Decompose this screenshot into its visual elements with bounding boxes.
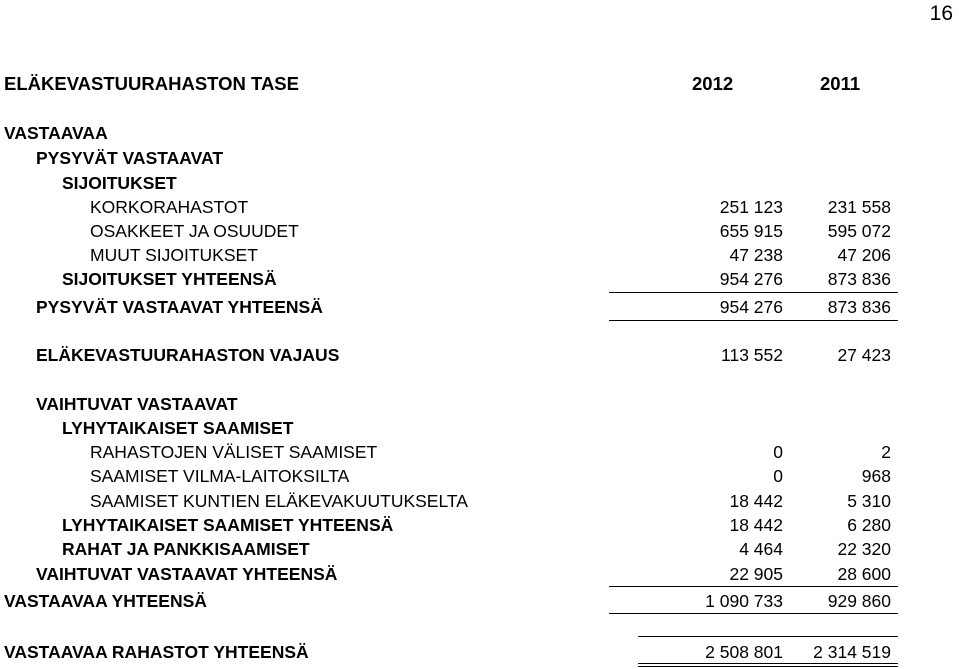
row-label: RAHASTOJEN VÄLISET SAAMISET	[90, 442, 378, 462]
value-2011: 595 072	[827, 221, 891, 241]
value-2012: 4 464	[739, 539, 783, 559]
row-label: VASTAAVAA	[4, 123, 108, 143]
table-row	[0, 465, 959, 489]
subtotal-rule	[609, 586, 898, 587]
value-2011: 2 314 519	[813, 642, 891, 662]
value-2012: 22 905	[729, 564, 783, 584]
table-row	[0, 590, 959, 614]
value-2011: 231 558	[827, 197, 891, 217]
value-2012: 954 276	[719, 269, 783, 289]
table-row	[0, 514, 959, 538]
value-2012: 113 552	[721, 345, 783, 365]
value-2011: 47 206	[837, 245, 891, 265]
row-label: SAAMISET KUNTIEN ELÄKEVAKUUTUKSELTA	[90, 491, 468, 511]
row-label: OSAKKEET JA OSUUDET	[90, 221, 299, 241]
table-row	[0, 220, 959, 244]
value-2011: 873 836	[827, 269, 891, 289]
table-row	[0, 122, 959, 146]
value-2012: 954 276	[719, 297, 783, 317]
row-label: KORKORAHASTOT	[90, 197, 249, 217]
value-2011: 6 280	[847, 515, 891, 535]
table-row	[0, 441, 959, 465]
row-label: VAIHTUVAT VASTAAVAT YHTEENSÄ	[36, 564, 338, 584]
table-row	[0, 172, 959, 196]
table-header	[0, 73, 959, 97]
year-2012-header: 2012	[692, 73, 734, 94]
value-2011: 873 836	[827, 297, 891, 317]
table-row	[0, 563, 959, 587]
row-label: PYSYVÄT VASTAAVAT	[36, 148, 224, 168]
row-label: SIJOITUKSET	[62, 173, 177, 193]
row-label: LYHYTAIKAISET SAAMISET YHTEENSÄ	[62, 515, 394, 535]
table-row	[0, 244, 959, 268]
row-label: RAHAT JA PANKKISAAMISET	[62, 539, 310, 559]
double-rule-upper	[638, 663, 898, 664]
total-top-rule	[638, 636, 898, 637]
table-row	[0, 296, 959, 320]
value-2011: 968	[861, 466, 891, 486]
value-2011: 2	[881, 442, 891, 462]
value-2011: 27 423	[837, 345, 891, 365]
value-2011: 22 320	[837, 539, 891, 559]
value-2012: 47 238	[729, 245, 783, 265]
value-2012: 251 123	[719, 197, 783, 217]
row-label: SIJOITUKSET YHTEENSÄ	[62, 269, 277, 289]
value-2012: 18 442	[729, 515, 783, 535]
table-row	[0, 196, 959, 220]
table-row	[0, 393, 959, 417]
page-title: ELÄKEVASTUURAHASTON TASE	[4, 73, 299, 94]
table-row	[0, 417, 959, 441]
value-2012: 1 090 733	[705, 591, 783, 611]
subtotal-rule	[609, 613, 898, 614]
year-2011-header: 2011	[820, 73, 861, 94]
table-row	[0, 147, 959, 171]
row-label: VASTAAVAA RAHASTOT YHTEENSÄ	[4, 642, 309, 662]
row-label: PYSYVÄT VASTAAVAT YHTEENSÄ	[36, 297, 323, 317]
value-2012: 655 915	[719, 221, 783, 241]
double-rule-lower	[638, 666, 898, 667]
value-2011: 5 310	[847, 491, 891, 511]
table-row	[0, 490, 959, 514]
value-2012: 0	[773, 466, 783, 486]
value-2012: 2 508 801	[705, 642, 783, 662]
subtotal-rule	[609, 292, 898, 293]
value-2011: 929 860	[827, 591, 891, 611]
table-row	[0, 641, 959, 665]
table-row	[0, 344, 959, 368]
value-2012: 18 442	[729, 491, 783, 511]
row-label: SAAMISET VILMA-LAITOKSILTA	[90, 466, 350, 486]
value-2012: 0	[773, 442, 783, 462]
row-label: ELÄKEVASTUURAHASTON VAJAUS	[36, 345, 340, 365]
row-label: MUUT SIJOITUKSET	[90, 245, 258, 265]
table-row	[0, 538, 959, 562]
subtotal-rule	[609, 320, 898, 321]
page-number: 16	[929, 2, 953, 25]
row-label: LYHYTAIKAISET SAAMISET	[62, 418, 294, 438]
value-2011: 28 600	[837, 564, 891, 584]
row-label: VAIHTUVAT VASTAAVAT	[36, 394, 238, 414]
table-row	[0, 268, 959, 292]
row-label: VASTAAVAA YHTEENSÄ	[4, 591, 207, 611]
